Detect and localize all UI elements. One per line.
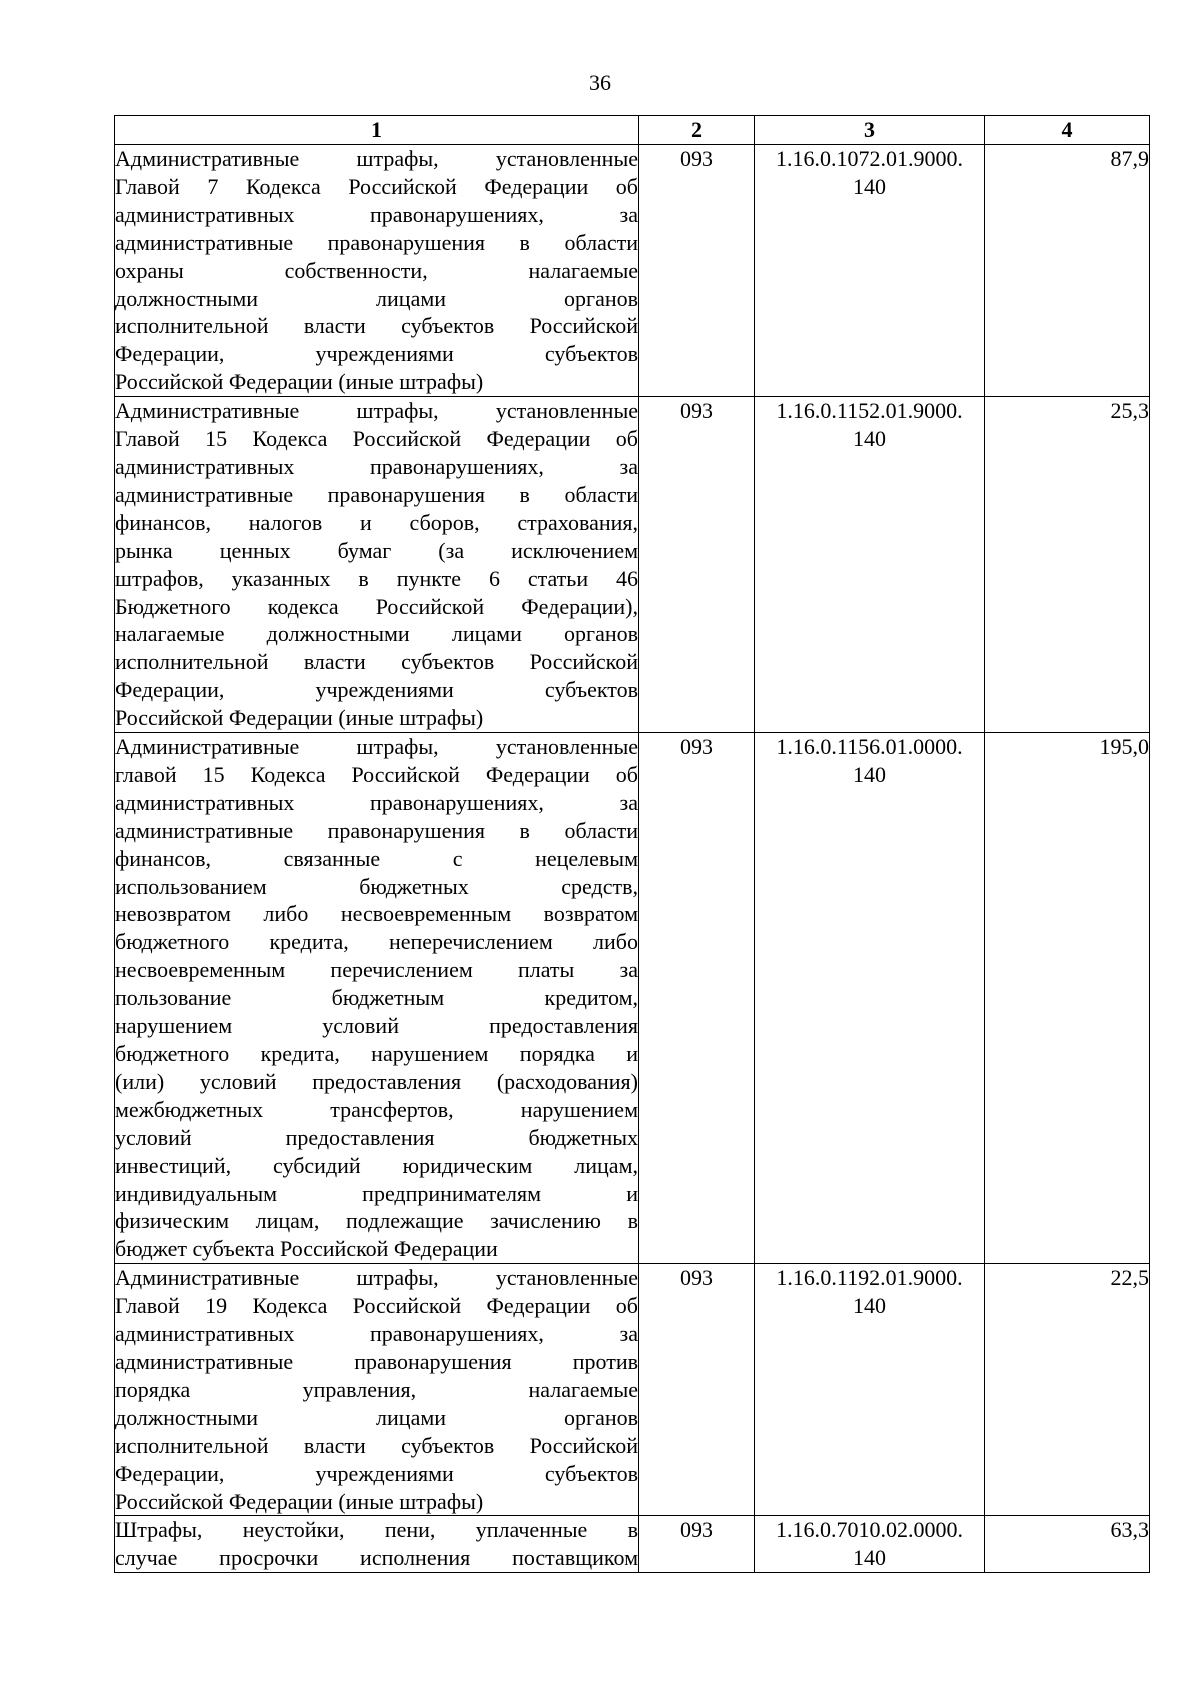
table-header-row bbox=[115, 116, 1150, 145]
classification-code-line: 140 bbox=[853, 173, 886, 199]
description-line: рынка ценных бумаг (за исключением bbox=[115, 537, 638, 563]
description-line: Административные штрафы, установленные bbox=[115, 146, 638, 171]
description-line: административных правонарушениях, за bbox=[115, 789, 638, 815]
amount-cell: 25,3 bbox=[985, 397, 1150, 733]
classification-code-line: 1.16.0.1192.01.9000. bbox=[776, 1265, 963, 1291]
description-line: бюджетного кредита, нарушением порядка и bbox=[115, 1041, 638, 1066]
classification-code-cell bbox=[755, 145, 985, 397]
description-line: Штрафы, неустойки, пени, уплаченные в bbox=[115, 1517, 638, 1543]
admin-code-cell: 093 bbox=[639, 1264, 755, 1516]
description-line: пользование бюджетным кредитом, bbox=[115, 985, 638, 1011]
description-line: использованием бюджетных средств, bbox=[115, 873, 638, 899]
revenue-table bbox=[114, 115, 1150, 1573]
description-line: межбюджетных трансфертов, нарушением bbox=[115, 1096, 638, 1122]
classification-code-cell bbox=[755, 397, 985, 733]
description-line: нарушением условий предоставления bbox=[115, 1013, 638, 1039]
description-line: Административные штрафы, установленные bbox=[115, 398, 638, 424]
description-line: Административные штрафы, установленные bbox=[115, 1265, 638, 1291]
classification-code-line: 140 bbox=[853, 426, 886, 452]
classification-code-line: 140 bbox=[853, 761, 886, 787]
amount-cell: 63,3 bbox=[985, 1516, 1150, 1573]
table-row bbox=[115, 1516, 1150, 1573]
classification-code-cell bbox=[755, 1264, 985, 1516]
admin-code-cell: 093 bbox=[639, 1516, 755, 1573]
description-line: инвестиций, субсидий юридическим лицам, bbox=[115, 1152, 638, 1178]
description-line: охраны собственности, налагаемые bbox=[115, 257, 638, 283]
table-row bbox=[115, 733, 1150, 1264]
description-line: Федерации, учреждениями субъектов bbox=[115, 1460, 638, 1486]
description-cell bbox=[115, 145, 639, 397]
description-line: административных правонарушениях, за bbox=[115, 201, 638, 227]
table-row bbox=[115, 1264, 1150, 1516]
amount-cell: 195,0 bbox=[985, 733, 1150, 1264]
admin-code-cell: 093 bbox=[639, 733, 755, 1264]
description-line: исполнительной власти субъектов Российской bbox=[115, 1432, 638, 1458]
description-line: штрафов, указанных в пункте 6 статьи 46 bbox=[115, 565, 638, 591]
description-line: административных правонарушениях, за bbox=[115, 453, 638, 479]
admin-code-cell: 093 bbox=[639, 145, 755, 397]
amount-cell: 87,9 bbox=[985, 145, 1150, 397]
description-line: индивидуальным предпринимателям и bbox=[115, 1180, 638, 1206]
column-header-4: 4 bbox=[985, 116, 1150, 145]
description-line: физическим лицам, подлежащие зачислению в bbox=[115, 1208, 638, 1234]
description-line: невозвратом либо несвоевременным возвратом bbox=[115, 901, 638, 927]
description-line: Бюджетного кодекса Российской Федерации), bbox=[115, 593, 638, 619]
classification-code-line: 1.16.0.7010.02.0000. bbox=[776, 1517, 963, 1543]
description-line: бюджетного кредита, неперечислением либо bbox=[115, 929, 638, 955]
description-cell bbox=[115, 397, 639, 733]
classification-code-cell bbox=[755, 1516, 985, 1573]
description-line: Главой 19 Кодекса Российской Федерации об bbox=[115, 1293, 638, 1319]
description-last-line: бюджет субъекта Российской Федерации bbox=[115, 1236, 498, 1262]
description-line: Федерации, учреждениями субъектов bbox=[115, 341, 638, 367]
description-cell bbox=[115, 1516, 639, 1573]
description-line: исполнительной власти субъектов Российской bbox=[115, 649, 638, 675]
description-line: порядка управления, налагаемые bbox=[115, 1376, 638, 1402]
description-last-line: Российской Федерации (иные штрафы) bbox=[115, 705, 484, 731]
description-line: несвоевременным перечислением платы за bbox=[115, 957, 638, 983]
description-line: налагаемые должностными лицами органов bbox=[115, 621, 638, 647]
description-line: финансов, налогов и сборов, страхования, bbox=[115, 509, 638, 535]
description-line: Главой 15 Кодекса Российской Федерации об bbox=[115, 426, 638, 452]
description-line: административные правонарушения в области bbox=[115, 481, 638, 507]
description-line: Главой 7 Кодекса Российской Федерации об bbox=[115, 173, 638, 199]
table-row bbox=[115, 145, 1150, 397]
column-header-3: 3 bbox=[755, 116, 985, 145]
classification-code-cell bbox=[755, 733, 985, 1264]
description-cell bbox=[115, 1264, 639, 1516]
description-line: Административные штрафы, установленные bbox=[115, 734, 638, 760]
amount-cell: 22,5 bbox=[985, 1264, 1150, 1516]
description-line: финансов, связанные с нецелевым bbox=[115, 845, 638, 871]
description-line: главой 15 Кодекса Российской Федерации об bbox=[115, 761, 638, 787]
description-last-line: Российской Федерации (иные штрафы) bbox=[115, 1488, 484, 1514]
description-line: административные правонарушения против bbox=[115, 1348, 638, 1374]
classification-code-line: 1.16.0.1152.01.9000. bbox=[776, 398, 963, 424]
description-line: условий предоставления бюджетных bbox=[115, 1124, 638, 1150]
description-line: административных правонарушениях, за bbox=[115, 1321, 638, 1347]
classification-code-line: 1.16.0.1072.01.9000. bbox=[776, 146, 963, 171]
column-header-1: 1 bbox=[115, 116, 639, 145]
classification-code-line: 140 bbox=[853, 1545, 886, 1571]
table-row bbox=[115, 397, 1150, 733]
description-line: исполнительной власти субъектов Российской bbox=[115, 313, 638, 339]
description-line: административные правонарушения в области bbox=[115, 817, 638, 843]
description-line: административные правонарушения в области bbox=[115, 229, 638, 255]
description-line: Федерации, учреждениями субъектов bbox=[115, 677, 638, 703]
description-last-line: Российской Федерации (иные штрафы) bbox=[115, 369, 484, 395]
admin-code-cell: 093 bbox=[639, 397, 755, 733]
table-body bbox=[115, 145, 1150, 1573]
description-line: (или) условий предоставления (расходования) bbox=[115, 1068, 638, 1094]
classification-code-line: 140 bbox=[853, 1293, 886, 1319]
description-cell bbox=[115, 733, 639, 1264]
description-line: случае просрочки исполнения поставщиком bbox=[115, 1545, 638, 1571]
description-line: должностными лицами органов bbox=[115, 285, 638, 311]
classification-code-line: 1.16.0.1156.01.0000. bbox=[776, 734, 963, 760]
page-number: 36 bbox=[589, 70, 611, 95]
column-header-2: 2 bbox=[639, 116, 755, 145]
description-line: должностными лицами органов bbox=[115, 1404, 638, 1430]
